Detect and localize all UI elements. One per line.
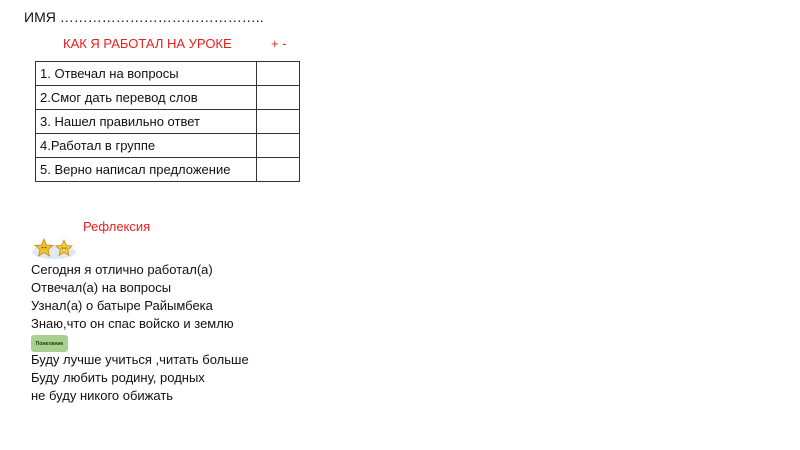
criterion-label: 1. Отвечал на вопросы [36,62,257,86]
mark-cell[interactable] [257,62,300,86]
lesson-title: КАК Я РАБОТАЛ НА УРОКЕ [63,36,232,51]
plus-minus-label: + - [271,36,287,51]
wish-badge: Пожелание [31,335,68,352]
wish-line: не буду никого обижать [31,388,174,403]
mark-cell[interactable] [257,86,300,110]
wish-line: Буду лучше учиться ,читать больше [31,352,249,367]
achievement-line: Сегодня я отлично работал(а) [31,262,213,277]
self-assessment-table [35,61,300,182]
mark-cell[interactable] [257,134,300,158]
criterion-label: 2.Смог дать перевод слов [36,86,257,110]
table-row [36,110,300,134]
criterion-label: 5. Верно написал предложение [36,158,257,182]
table-row [36,158,300,182]
name-line: ИМЯ …………………………………….. [24,9,264,25]
criterion-label: 3. Нашел правильно ответ [36,110,257,134]
achievement-line: Знаю,что он спас войско и землю [31,316,234,331]
achievement-line: Отвечал(а) на вопросы [31,280,172,295]
achievements-list [31,261,234,333]
wish-line: Буду любить родину, родных [31,370,205,385]
reflection-title: Рефлексия [83,219,151,234]
criterion-label: 4.Работал в группе [36,134,257,158]
table-row [36,134,300,158]
table-row [36,62,300,86]
table-row [36,86,300,110]
mark-cell[interactable] [257,110,300,134]
wishes-list [31,351,249,405]
achievement-line: Узнал(а) о батыре Райымбека [31,298,213,313]
mark-cell[interactable] [257,158,300,182]
